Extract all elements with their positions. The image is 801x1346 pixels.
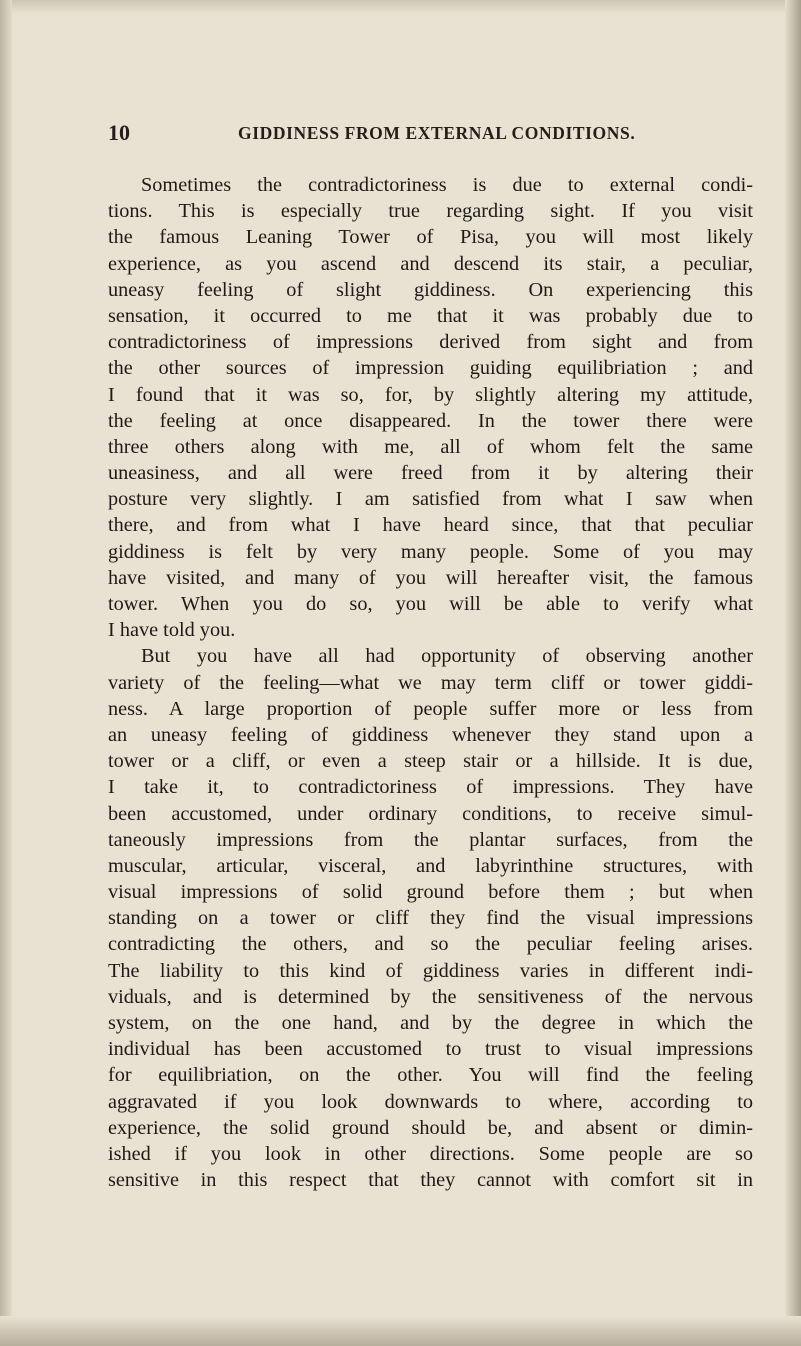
text-line: experience, as you ascend and descend its stair, a peculiar, bbox=[108, 252, 753, 275]
text-line: I have told you. bbox=[108, 619, 236, 642]
page-edge-bottom bbox=[0, 1316, 801, 1346]
text-line: have visited, and many of you will hereafter visit, the famous bbox=[108, 566, 753, 589]
text-line: giddiness is felt by very many people. Some of you may bbox=[108, 540, 753, 563]
text-line: standing on a tower or cliff they find the visual impressions bbox=[108, 907, 753, 930]
text-line: tower or a cliff, or even a steep stair or a hillside. It is due, bbox=[108, 750, 753, 773]
text-line: sensation, it occurred to me that it was probably due to bbox=[108, 304, 753, 327]
text-line: been accustomed, under ordinary conditions, to receive simul- bbox=[108, 802, 753, 825]
text-line: contradicting the others, and so the peculiar feeling arises. bbox=[108, 933, 753, 956]
page-edge-top bbox=[0, 0, 801, 14]
text-line: But you have all had opportunity of observing another bbox=[141, 645, 753, 668]
text-line: the famous Leaning Tower of Pisa, you will most likely bbox=[108, 226, 753, 249]
text-line: muscular, articular, visceral, and labyrinthine structures, with bbox=[108, 854, 753, 877]
text-line: taneously impressions from the plantar surfaces, from the bbox=[108, 828, 753, 851]
text-line: I found that it was so, for, by slightly altering my attitude, bbox=[108, 383, 753, 406]
text-line: tions. This is especially true regarding sight. If you visit bbox=[108, 200, 753, 223]
text-line: sensitive in this respect that they cannot with comfort sit in bbox=[108, 1169, 753, 1192]
page-number: 10 bbox=[108, 120, 130, 145]
text-line: I take it, to contradictoriness of impressions. They have bbox=[108, 776, 753, 799]
running-head bbox=[108, 120, 741, 150]
text-line: aggravated if you look downwards to where, according to bbox=[108, 1090, 753, 1113]
text-line: visual impressions of solid ground before them ; but when bbox=[108, 881, 753, 904]
text-line: individual has been accustomed to trust to visual impressions bbox=[108, 1038, 753, 1061]
text-line: uneasy feeling of slight giddiness. On experiencing this bbox=[108, 278, 753, 301]
page-edge-right bbox=[785, 0, 801, 1346]
text-line: The liability to this kind of giddiness varies in different indi- bbox=[108, 959, 753, 982]
text-line: ished if you look in other directions. Some people are so bbox=[108, 1142, 753, 1165]
text-line: variety of the feeling—what we may term cliff or tower giddi- bbox=[108, 671, 753, 694]
text-line: three others along with me, all of whom felt the same bbox=[108, 435, 753, 458]
body-text bbox=[108, 172, 753, 1193]
text-line: the other sources of impression guiding equilibriation ; and bbox=[108, 357, 753, 380]
text-line: Sometimes the contradictoriness is due to external condi- bbox=[141, 174, 753, 196]
text-line: ness. A large proportion of people suffer more or less from bbox=[108, 697, 753, 720]
text-line: uneasiness, and all were freed from it by altering their bbox=[108, 462, 753, 485]
text-line: system, on the one hand, and by the degree in which the bbox=[108, 1012, 753, 1034]
text-line: posture very slightly. I am satisfied from what I saw when bbox=[108, 488, 753, 511]
text-line: the feeling at once disappeared. In the tower there were bbox=[108, 409, 753, 432]
text-line: there, and from what I have heard since, that that peculiar bbox=[108, 514, 753, 537]
text-line: tower. When you do so, you will be able to verify what bbox=[108, 593, 753, 615]
text-line: contradictoriness of impressions derived from sight and from bbox=[108, 331, 753, 354]
text-line: an uneasy feeling of giddiness whenever they stand upon a bbox=[108, 723, 753, 746]
text-line: viduals, and is determined by the sensitiveness of the nervous bbox=[108, 985, 753, 1008]
running-head-title: GIDDINESS FROM EXTERNAL CONDITIONS. bbox=[238, 123, 636, 143]
text-line: for equilibriation, on the other. You will find the feeling bbox=[108, 1064, 753, 1087]
text-line: experience, the solid ground should be, and absent or dimin- bbox=[108, 1116, 753, 1139]
page-edge-left bbox=[0, 0, 12, 1346]
